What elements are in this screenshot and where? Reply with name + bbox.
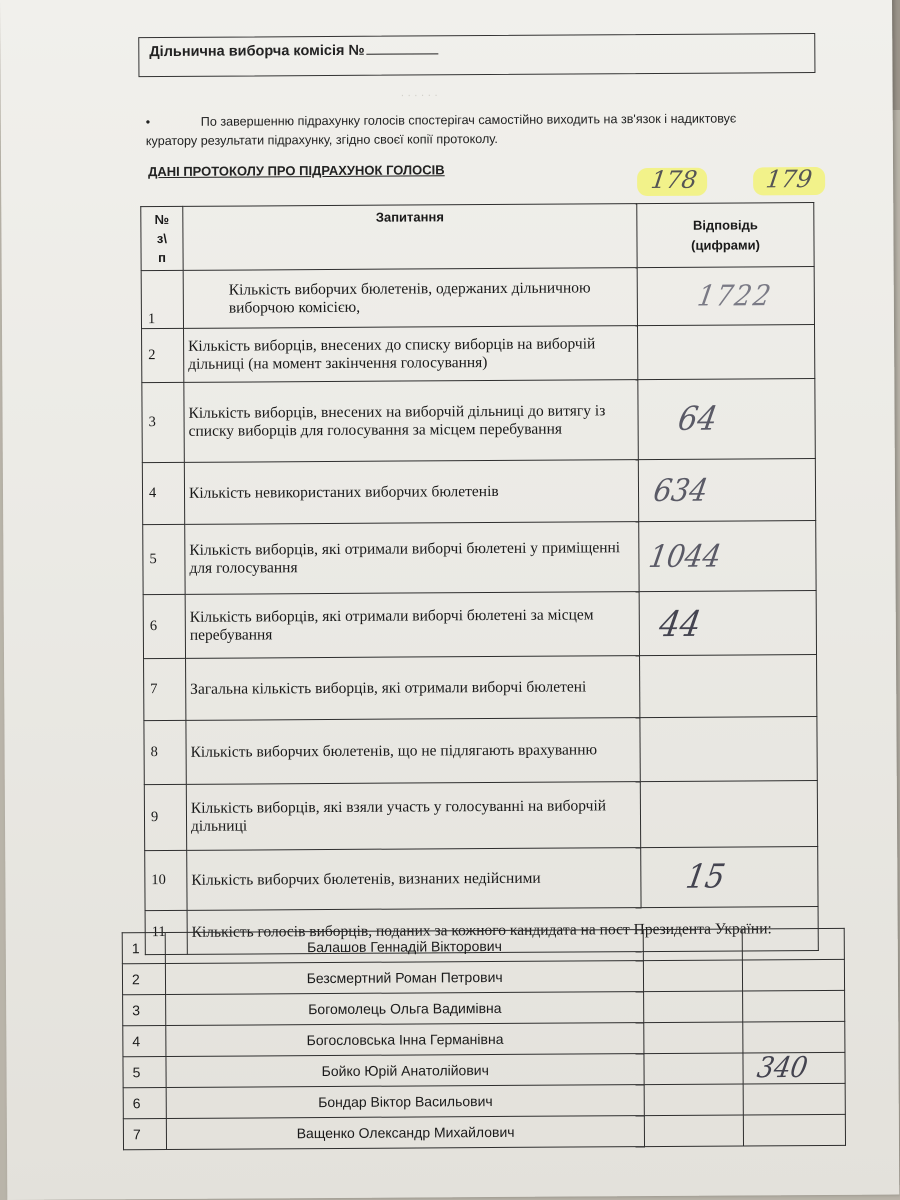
row-number: 1 bbox=[141, 270, 183, 328]
table-row bbox=[144, 655, 817, 721]
table-row bbox=[142, 379, 815, 463]
row-answer: 64 bbox=[638, 379, 815, 460]
row-question: Кількість виборців, які взяли участь у голосуванні на виборчій дільниці bbox=[186, 782, 641, 851]
table-row bbox=[145, 847, 818, 911]
row-question: Кількість виборчих бюлетенів, одержаних дільничною виборчою комісією, bbox=[183, 268, 638, 329]
candidate-row bbox=[123, 1021, 845, 1056]
handwritten-number: 179 bbox=[764, 165, 814, 194]
candidate-name: Бойко Юрій Анатолійович bbox=[166, 1054, 645, 1088]
candidate-number: 4 bbox=[123, 1026, 166, 1057]
table-header-row bbox=[141, 203, 814, 271]
row-question: Кількість виборців, внесених на виборчій дільниці до витягу із списку виборців для голосування за місцем перебування bbox=[184, 380, 639, 463]
candidate-number: 3 bbox=[123, 995, 166, 1026]
candidate-answer: 340 bbox=[743, 1052, 845, 1084]
header-answer: Відповідь (цифрами) bbox=[637, 203, 814, 268]
row-number: 11 bbox=[145, 910, 187, 954]
candidate-name: Безсмертний Роман Петрович bbox=[165, 961, 644, 995]
candidate-number: 6 bbox=[123, 1088, 166, 1119]
candidate-row bbox=[122, 928, 844, 963]
candidate-row bbox=[123, 1114, 845, 1149]
row-question: Кількість невикористаних виборчих бюлетенів bbox=[184, 460, 639, 525]
row-answer: 634 bbox=[638, 459, 815, 522]
table-row bbox=[142, 325, 815, 383]
instruction-line-2: куратору результати підрахунку, згідно своєї копії протоколу. bbox=[145, 131, 498, 149]
candidate-name: Ващенко Олександр Михайлович bbox=[166, 1116, 645, 1150]
row-answer: 15 bbox=[641, 847, 818, 908]
candidate-name: Балашов Геннадій Вікторович bbox=[165, 930, 644, 964]
row-answer bbox=[640, 717, 817, 782]
candidate-blank-cell bbox=[645, 1084, 744, 1116]
bleed-through: · · · · · · bbox=[400, 89, 438, 102]
candidate-blank-cell bbox=[644, 960, 743, 992]
row-question: Кількість голосів виборців, поданих за кожного кандидата на пост Президента України: bbox=[187, 907, 818, 955]
section-title: ДАНІ ПРОТОКОЛУ ПРО ПІДРАХУНОК ГОЛОСІВ bbox=[148, 162, 445, 180]
candidate-row bbox=[122, 959, 844, 994]
header-question: Запитання bbox=[183, 204, 638, 271]
protocol-table bbox=[140, 202, 819, 955]
table-row bbox=[143, 521, 816, 595]
candidate-row bbox=[123, 1052, 845, 1087]
row-number: 7 bbox=[144, 658, 186, 720]
candidate-row bbox=[123, 1083, 845, 1118]
bullet: • bbox=[145, 115, 151, 130]
table-row bbox=[143, 591, 816, 659]
header-number: № з\ п bbox=[141, 206, 183, 270]
candidate-blank-cell bbox=[644, 991, 743, 1023]
row-question: Кількість виборчих бюлетенів, що не підлягають врахуванню bbox=[186, 718, 641, 785]
candidate-row bbox=[123, 990, 845, 1025]
candidate-name: Бондар Віктор Васильович bbox=[166, 1085, 645, 1119]
row-answer bbox=[640, 655, 817, 718]
candidates-table bbox=[122, 928, 846, 1150]
row-question: Загальна кількість виборців, які отримали виборчі бюлетені bbox=[185, 656, 640, 721]
row-question: Кількість виборчих бюлетенів, визнаних недійсними bbox=[187, 848, 642, 911]
instruction-text bbox=[146, 109, 826, 151]
commission-header-box bbox=[138, 33, 815, 77]
candidate-name: Богомолець Ольга Вадимівна bbox=[165, 992, 644, 1026]
candidate-number: 1 bbox=[122, 933, 165, 964]
row-number: 2 bbox=[142, 328, 184, 382]
table-row bbox=[144, 781, 817, 851]
candidate-name: Богословська Інна Германівна bbox=[166, 1023, 645, 1057]
row-answer: 1722 bbox=[637, 267, 814, 326]
row-number: 9 bbox=[144, 784, 186, 850]
row-answer bbox=[638, 325, 815, 380]
candidate-blank-cell bbox=[644, 929, 743, 961]
candidate-number: 5 bbox=[123, 1057, 166, 1088]
table-row bbox=[144, 717, 817, 785]
row-question: Кількість виборців, які отримали виборчі бюлетені у приміщенні для голосування bbox=[185, 522, 640, 595]
row-number: 8 bbox=[144, 720, 186, 784]
commission-number-blank bbox=[367, 39, 439, 54]
candidate-number: 2 bbox=[122, 964, 165, 995]
row-number: 5 bbox=[143, 524, 185, 594]
handwritten-number: 178 bbox=[649, 165, 699, 195]
row-number: 10 bbox=[145, 850, 187, 910]
candidate-answer bbox=[743, 959, 845, 991]
row-question: Кількість виборців, які отримали виборчі бюлетені за місцем перебування bbox=[185, 592, 640, 659]
row-number: 6 bbox=[143, 594, 185, 658]
row-number: 4 bbox=[142, 462, 184, 524]
candidate-number: 7 bbox=[123, 1119, 166, 1150]
row-answer: 1044 bbox=[639, 521, 816, 592]
candidate-blank-cell bbox=[644, 1022, 743, 1054]
row-question: Кількість виборців, внесених до списку виборців на виборчій дільниці (на момент закінчення голосування) bbox=[183, 326, 637, 383]
candidate-answer bbox=[743, 1083, 845, 1115]
table-row bbox=[142, 459, 815, 525]
table-row bbox=[141, 267, 814, 329]
commission-label: Дільнична виборча комісія № bbox=[149, 39, 438, 60]
row-answer bbox=[640, 781, 817, 848]
candidate-answer bbox=[743, 1021, 845, 1053]
candidate-answer bbox=[743, 1114, 845, 1146]
row-answer: 44 bbox=[639, 591, 816, 656]
candidate-blank-cell bbox=[644, 1053, 743, 1085]
candidate-blank-cell bbox=[645, 1115, 744, 1147]
candidate-answer bbox=[743, 990, 845, 1022]
candidate-answer bbox=[742, 928, 844, 960]
row-number: 3 bbox=[142, 382, 184, 462]
instruction-line-1: По завершенню підрахунку голосів спостерігач самостійно виходить на зв'язок і надиктовує bbox=[200, 111, 737, 129]
